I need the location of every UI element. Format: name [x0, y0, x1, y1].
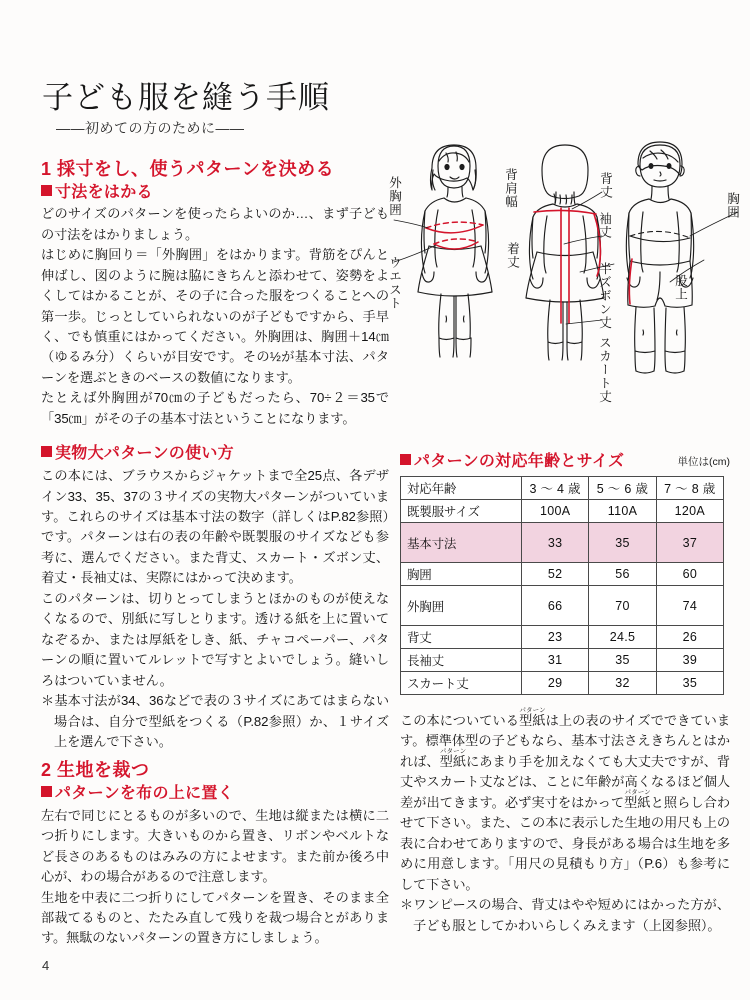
pattern-note: ＊基本寸法が34、36などで表の３サイズにあてはまらない場合は、自分で型紙をつくる（P.82参照）か、１サイズ上を選んで下さい。 — [41, 693, 389, 749]
cell-value: 33 — [522, 523, 589, 563]
row-label: 胸囲 — [401, 563, 522, 586]
label-crotch-rise: 股上 — [673, 274, 688, 301]
measure-paragraph-3: たとえば外胸囲が70㎝の子どもだったら、70÷２＝35で「35㎝」がその子の基本寸法ということになります。 — [41, 390, 389, 426]
cell-value: 29 — [522, 672, 589, 695]
cell-value: 35 — [589, 649, 656, 672]
table-row — [401, 563, 724, 586]
cell-value: 66 — [522, 586, 589, 626]
row-label: 対応年齢 — [401, 477, 522, 500]
cell-value: 5 ～ 6 歳 — [589, 477, 656, 500]
shoulder-width-measure-line — [534, 210, 596, 214]
table-unit-note: 単位は(cm) — [677, 456, 730, 468]
table-header-row — [400, 448, 730, 471]
measure-paragraph-2: はじめに胸回り＝「外胸囲」をはかります。背筋をぴんと伸ばし、図のように腕は脇にきちんと添わせて、姿勢をよくしてはかることが、その子に合った服をつくることへの第一歩。じっとしていられないのが子どもですから、手早く、でも慎重にはかってください。外胸囲は、胸囲＋14㎝（ゆるみ分）くらいが目安です。その½が基本寸法、パターンを選ぶときのベースの数値になります。 — [41, 247, 389, 385]
pattern-ruby-1 — [519, 707, 546, 728]
label-back-length: 背丈 — [598, 172, 613, 199]
table-title — [400, 448, 624, 471]
cell-value: 32 — [589, 672, 656, 695]
row-label: 外胸囲 — [401, 586, 522, 626]
cell-value: 23 — [522, 626, 589, 649]
cell-value: 26 — [656, 626, 723, 649]
subsection-layout-label: パターンを布の上に置く — [55, 784, 234, 802]
table-row — [401, 586, 724, 626]
notes-text-d: と照らし合わせて下さい。また、この本に表示した生地の用尺も上の表に合わせてありますので、身長がある場合は生地を多めに用意します。「用尺の見積もり方」（P.6）も参考にして下さい。 — [400, 794, 730, 892]
boy-front-figure — [626, 142, 693, 373]
pattern-body-text — [41, 466, 389, 752]
cell-value: 24.5 — [589, 626, 656, 649]
size-table — [400, 476, 724, 695]
cell-value: 31 — [522, 649, 589, 672]
row-label: 背丈 — [401, 626, 522, 649]
cell-value: 74 — [656, 586, 723, 626]
table-row — [401, 626, 724, 649]
red-square-bullet-icon — [400, 454, 411, 465]
table-title-label: パターンの対応年齢とサイズ — [414, 453, 625, 470]
size-table-body — [401, 477, 724, 695]
row-label: スカート丈 — [401, 672, 522, 695]
ruby-text: パターン — [439, 747, 466, 755]
cell-value: 7 ～ 8 歳 — [656, 477, 723, 500]
notes-text-a: この本についている — [400, 713, 520, 728]
table-row — [401, 649, 724, 672]
cell-value: 39 — [656, 649, 723, 672]
notes-paragraph-1 — [400, 707, 730, 895]
red-square-bullet-icon — [41, 786, 52, 797]
pattern-ruby-2 — [439, 747, 467, 769]
pattern-paragraph-2: このパターンは、切りとってしまうとほかのものが使えなくなるので、別紙に写しとります。透ける紙を上に置いてなぞるか、または厚紙をしき、紙、チャコペーパー、パターンの順に置いてルレットで写すとよいでしょう。縫いしろはついていません。 — [41, 590, 389, 688]
pattern-paragraph-1: この本には、ブラウスからジャケットまで全25点、各デザイン33、35、37の３サイズの実物大パターンがついています。これらのサイズは基本寸法の数字（詳しくはP.82参照）です。パターンは右の表の年齢や既製服のサイズなども参考に、選んでください。また背丈、スカート・ズボン丈、着丈・長袖丈は、実際にはかって決めます。 — [41, 468, 389, 586]
table-row — [401, 672, 724, 695]
ruby-text: パターン — [519, 707, 546, 714]
table-row — [401, 500, 724, 523]
cell-value: 37 — [656, 523, 723, 563]
label-shoulder-width: 背肩幅 — [503, 168, 518, 209]
figures-svg — [386, 140, 746, 440]
bust-dashed-line — [630, 231, 690, 241]
ruby-base: 型紙 — [624, 794, 651, 810]
layout-paragraph-2: 生地を中表に二つ折りにしてパターンを置き、そのまま全部裁てるものと、たたみ直して残りを裁つ場合とがあります。無駄のないパターンの置き方にしましょう。 — [41, 889, 389, 946]
left-column — [41, 158, 389, 949]
layout-paragraph-1: 左右で同じにとるものが多いので、生地は縦または横に二つ折りにします。大きいものから置き、リボンやベルトなど長さのあるものはみみの方によせます。また前か後ろ中心が、わの場合があるので注意します。 — [41, 807, 389, 885]
subsection-measure-heading — [41, 183, 389, 204]
label-sleeve-length: 袖丈 — [597, 212, 612, 239]
label-shorts-length: 半ズボン丈 — [597, 262, 612, 330]
girl-back-figure — [526, 145, 604, 360]
page-number: 4 — [42, 958, 50, 973]
subsection-pattern-heading — [41, 444, 389, 465]
ruby-base: 型紙 — [519, 713, 546, 728]
subsection-layout-heading — [41, 784, 389, 805]
notes-text-c: にあまり手を加えなくても大丈夫ですが、背丈やスカート丈などは、ことに年齢が高くなるほど個人差が出てきます。必ず実寸をはかって — [400, 753, 731, 810]
table-row-highlighted — [401, 523, 724, 563]
red-square-bullet-icon — [41, 185, 52, 196]
row-label: 基本寸法 — [401, 523, 522, 563]
label-skirt-length: スカート丈 — [597, 336, 612, 404]
cell-value: 35 — [589, 523, 656, 563]
subsection-measure-label: 寸法をはかる — [55, 183, 153, 201]
cell-value: 120A — [656, 500, 723, 523]
cell-value: 110A — [589, 500, 656, 523]
red-square-bullet-icon — [41, 446, 52, 457]
label-bust: 胸囲 — [725, 192, 740, 219]
pattern-ruby-3 — [624, 788, 651, 810]
label-waist: ウエスト — [387, 256, 402, 310]
cell-value: 100A — [522, 500, 589, 523]
cell-value: 60 — [656, 563, 723, 586]
label-outer-bust: 外胸囲 — [387, 176, 402, 217]
measure-body-text — [41, 204, 389, 429]
page-subtitle: ——初めての方のために—— — [56, 120, 245, 136]
measurement-illustration — [386, 140, 746, 440]
row-label: 長袖丈 — [401, 649, 522, 672]
ruby-text: パターン — [624, 788, 651, 796]
measure-paragraph-1: どのサイズのパターンを使ったらよいのか…、まず子どもの寸法をはかりましょう。 — [41, 206, 389, 242]
layout-body-text — [41, 806, 389, 949]
back-length-measure-line — [561, 208, 569, 323]
cell-value: 35 — [656, 672, 723, 695]
section-2-heading: 2 生地を裁つ — [41, 760, 150, 781]
cell-value: 52 — [522, 563, 589, 586]
table-notes — [400, 707, 730, 936]
ruby-base: 型紙 — [439, 753, 467, 769]
girl-front-figure — [418, 145, 492, 357]
right-column — [400, 448, 730, 936]
table-row — [401, 477, 724, 500]
section-1-heading: 1 採寸をし、使うパターンを決める — [41, 159, 335, 179]
subsection-pattern-label: 実物大パターンの使い方 — [55, 445, 234, 463]
page-title: 子ども服を縫う手順 — [42, 80, 330, 115]
cell-value: 70 — [589, 586, 656, 626]
notes-text-b: は上の表のサイズでできています。標準体型の子どもなら、基本寸法さえきちんとはかれば、 — [400, 713, 731, 769]
label-garment-length: 着丈 — [505, 242, 520, 269]
row-label: 既製服サイズ — [401, 500, 522, 523]
notes-paragraph-2: ＊ワンピースの場合、背丈はやや短めにはかった方が、子ども服としてかわいらしくみえます（上図参照）。 — [400, 897, 730, 933]
cell-value: 56 — [589, 563, 656, 586]
cell-value: 3 ～ 4 歳 — [522, 477, 589, 500]
